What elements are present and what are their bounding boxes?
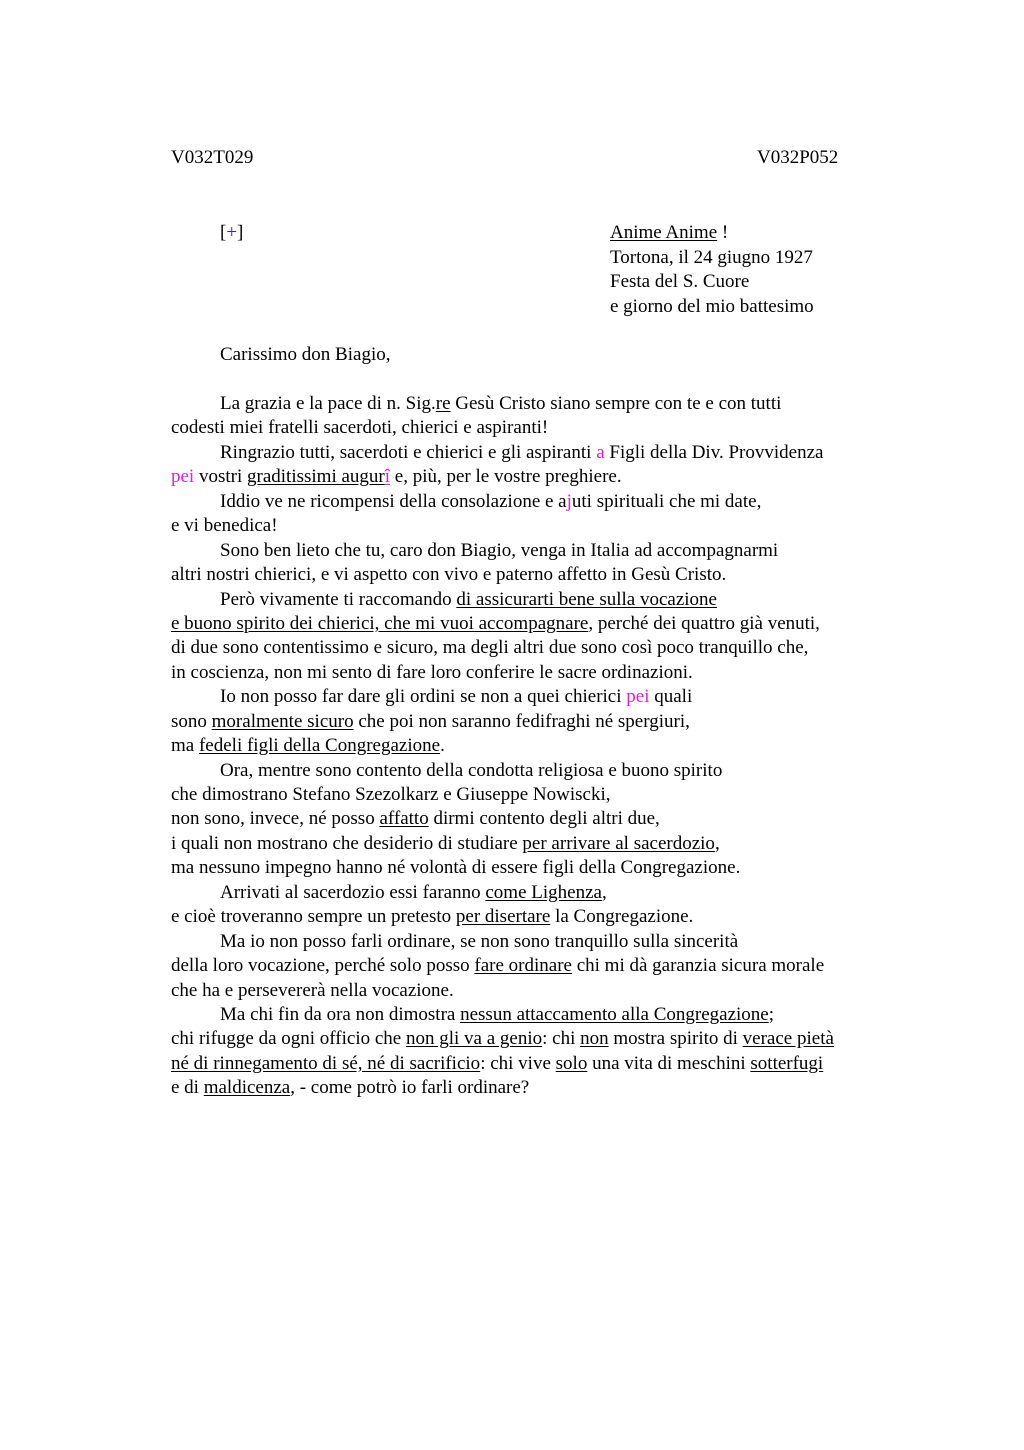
text-segment: sono [171, 710, 212, 732]
underlined-text: né di rinnegamento di sé, né di sacrificio [171, 1052, 481, 1074]
text-segment: : chi vive [480, 1052, 556, 1074]
text-segment: : chi [542, 1028, 581, 1050]
place-date: Tortona, il 24 giugno 1927 [610, 246, 813, 268]
text-segment: della loro vocazione, perché solo posso [171, 955, 475, 977]
letter-line [171, 465, 911, 489]
underlined-text: per disertare [455, 906, 551, 928]
letter-line [171, 1076, 911, 1100]
underlined-text: graditissimi augur [247, 466, 385, 488]
letter-line [171, 539, 911, 563]
text-segment: Ringrazio tutti, sacerdoti e chierici e gli aspiranti [220, 441, 597, 463]
letter-line [171, 1003, 911, 1027]
text-segment: non sono, invece, né posso [171, 808, 380, 830]
letter-line [171, 759, 911, 783]
underlined-text: affatto [379, 808, 429, 830]
letter-line [171, 514, 911, 538]
text-segment: e, più, per le vostre preghiere. [390, 466, 622, 488]
text-segment: che ha e persevererà nella vocazione. [171, 979, 454, 1001]
letter-line [171, 636, 911, 660]
text-segment: , - come potrò io farli ordinare? [290, 1077, 530, 1099]
text-segment: Io non posso far dare gli ordini se non a quei chierici [220, 686, 627, 708]
underlined-text: î [384, 466, 391, 488]
cross-plus: + [226, 222, 238, 243]
underlined-text: sotterfugi [750, 1052, 824, 1074]
text-segment: Sono ben lieto che tu, caro don Biagio, venga in Italia ad accompagnarmi [220, 539, 779, 561]
underlined-text: non gli va a genio [405, 1028, 543, 1050]
text-segment: che poi non saranno fedifraghi né spergiuri, [353, 710, 690, 732]
letter-line [171, 856, 911, 880]
text-segment: Ora, mentre sono contento della condotta religiosa e buono spirito [220, 759, 723, 781]
text-segment: , [714, 832, 720, 854]
letter-line [171, 954, 911, 978]
text-segment: altri nostri chierici, e vi aspetto con vivo e paterno affetto in Gesù Cristo. [171, 564, 727, 586]
text-segment: Iddio ve ne ricompensi della consolazione e a [220, 490, 567, 512]
letter-line [171, 392, 911, 416]
text-segment: a [596, 441, 605, 463]
text-segment: e cioè troveranno sempre un pretesto [171, 906, 456, 928]
feast-line: Festa del S. Cuore [610, 271, 750, 292]
text-segment: vostri [194, 466, 247, 488]
text-segment: chi rifugge da ogni officio che [171, 1028, 406, 1050]
text-segment: una vita di meschini [587, 1052, 751, 1074]
text-segment: , [601, 881, 607, 903]
text-segment: dirmi contento degli altri due, [428, 808, 660, 830]
text-segment: e di [171, 1077, 204, 1099]
text-segment: di due sono contentissimo e sicuro, ma degli altri due sono così poco tranquillo che, [171, 637, 809, 659]
text-segment: Gesù Cristo siano sempre con te e con tutti [450, 393, 782, 414]
text-segment: ma [171, 735, 199, 757]
underlined-text: moralmente sicuro [211, 710, 354, 732]
underlined-text: fare ordinare [474, 955, 572, 977]
letter-line [171, 832, 911, 856]
cross-close: ] [237, 222, 244, 243]
underlined-text: solo [555, 1052, 588, 1074]
text-segment: codesti miei fratelli sacerdoti, chierici e aspiranti! [171, 417, 549, 439]
underlined-text: come Lighenza [485, 881, 602, 903]
letter-line [171, 783, 911, 807]
letter-heading [610, 221, 814, 319]
letter-line [171, 1052, 911, 1076]
text-segment: j [566, 490, 572, 512]
letter-line [171, 661, 911, 685]
letter-line [171, 441, 911, 465]
motto-rest: ! [717, 222, 729, 243]
motto-underlined: Anime Anime [610, 222, 718, 243]
text-segment: Figli della Div. Provvidenza [604, 441, 824, 463]
page-code: V032P052 [757, 147, 839, 168]
letter-line [171, 563, 911, 587]
letter-line [171, 490, 911, 514]
text-segment: Arrivati al sacerdozio essi faranno [220, 881, 486, 903]
salutation: Carissimo don Biagio, [220, 344, 391, 365]
letter-line [171, 930, 911, 954]
text-segment: la Congregazione. [550, 906, 694, 928]
text-segment: ; [768, 1003, 774, 1025]
underlined-text: per arrivare al sacerdozio [522, 832, 715, 854]
underlined-text: nessun attaccamento alla Congregazione [460, 1003, 769, 1025]
letter-line [171, 416, 911, 440]
cross-open: [ [220, 222, 227, 243]
text-segment: . [440, 735, 445, 757]
letter-line [171, 588, 911, 612]
text-segment: pei [171, 466, 195, 488]
letter-line [171, 734, 911, 758]
letter-line [171, 1027, 911, 1051]
letter-line [171, 905, 911, 929]
underlined-text: fedeli figli della Congregazione [198, 735, 441, 757]
letter-line [171, 612, 911, 636]
text-segment: ma nessuno impegno hanno né volontà di essere figli della Congregazione. [171, 857, 741, 879]
text-segment: Però vivamente ti raccomando [220, 588, 457, 610]
letter-line [171, 979, 911, 1003]
text-segment: che dimostrano Stefano Szezolkarz e Giuseppe Nowiscki, [171, 784, 611, 805]
letter-line [171, 807, 911, 831]
text-segment: i quali non mostrano che desiderio di studiare [171, 832, 523, 854]
underlined-text: re [435, 393, 451, 414]
letter-body [171, 392, 911, 1101]
text-segment: Ma chi fin da ora non dimostra [220, 1003, 461, 1025]
underlined-text: verace pietà [742, 1028, 834, 1050]
baptism-line: e giorno del mio battesimo [610, 295, 814, 317]
document-code: V032T029 [171, 147, 254, 168]
text-segment: La grazia e la pace di n. Sig. [220, 393, 436, 414]
underlined-text: non [580, 1028, 609, 1050]
text-segment: uti spirituali che mi date, [571, 490, 762, 512]
letter-line [171, 881, 911, 905]
text-segment: e vi benedica! [171, 515, 278, 537]
letter-line [171, 710, 911, 734]
text-segment: , perché dei quattro già venuti, [588, 612, 820, 634]
text-segment: quali [649, 686, 693, 708]
underlined-text: e buono spirito dei chierici, che mi vuoi accompagnare [171, 612, 589, 634]
underlined-text: maldicenza [203, 1077, 291, 1099]
cross-mark [220, 221, 243, 245]
underlined-text: di assicurarti bene sulla vocazione [456, 588, 717, 610]
text-segment: mostra spirito di [608, 1028, 743, 1050]
letter-line [171, 685, 911, 709]
text-segment: in coscienza, non mi sento di fare loro conferire le sacre ordinazioni. [171, 661, 693, 683]
text-segment: chi mi dà garanzia sicura morale [571, 955, 825, 977]
text-segment: pei [626, 686, 650, 708]
motto-line [610, 221, 814, 246]
text-segment: Ma io non posso farli ordinare, se non sono tranquillo sulla sincerità [220, 930, 739, 952]
